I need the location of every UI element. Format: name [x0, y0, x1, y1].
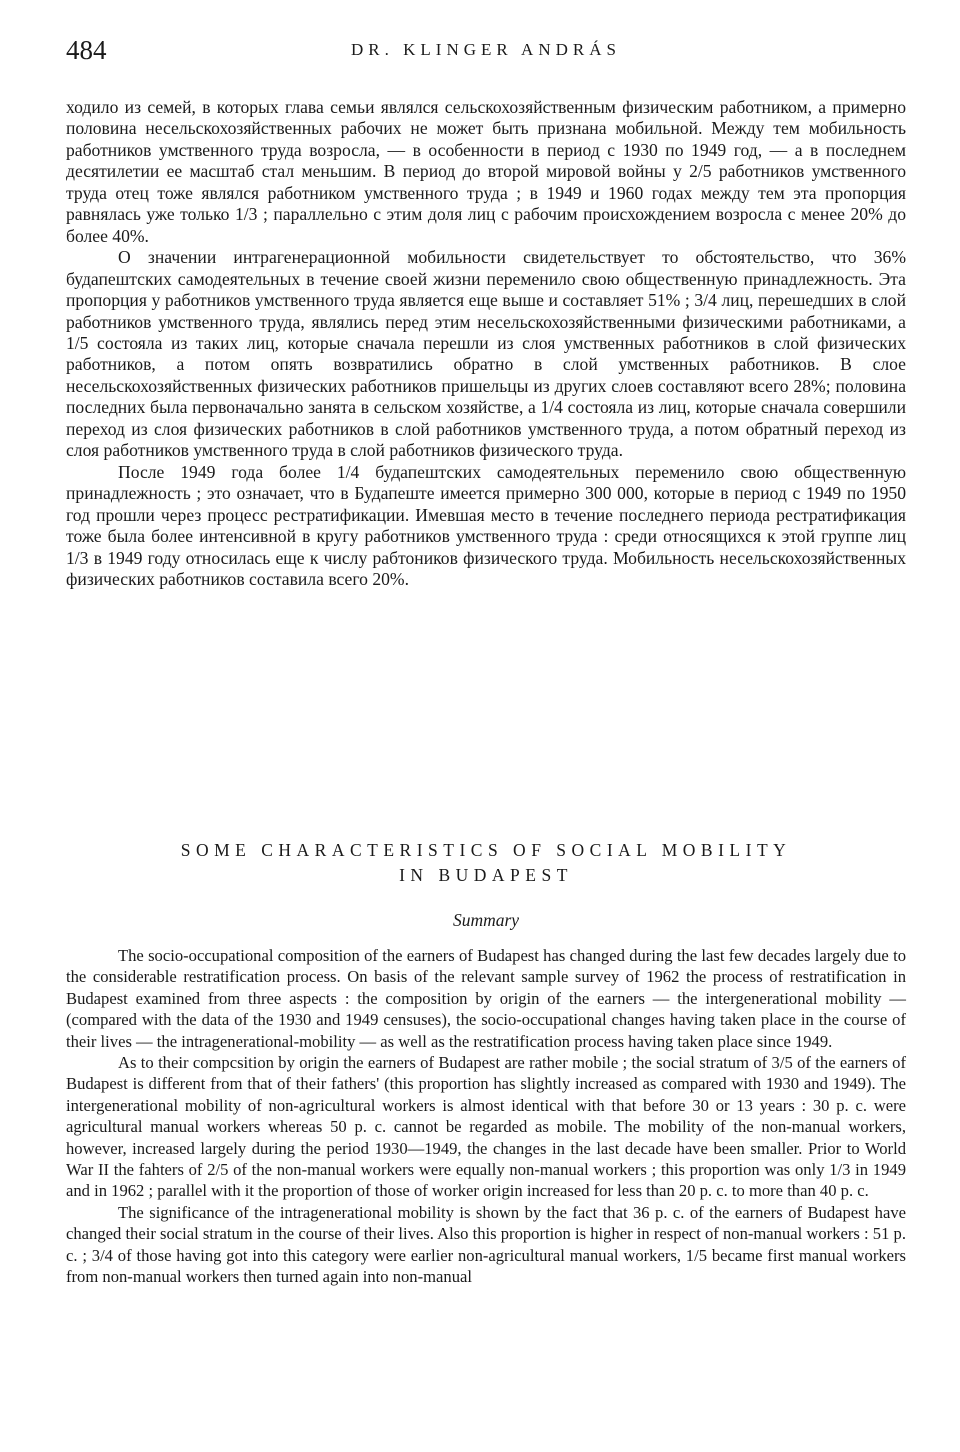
russian-body-text — [66, 97, 906, 590]
body-paragraph: ходило из семей, в которых глава семьи являлся сельскохозяйственным физическим работником, а примерно половина несельскохозяйственных рабочих не может быть признана мобильной. Между тем мобильность работников умственного труда возросла, — в особенности в период с 1930 по 1949 год, — а в последнем десятилетии ее масштаб стал меньшим. В период до второй мировой войны у 2/5 работников умственного труда отец тоже являлся работником умственного труда ; в 1949 и 1960 годах между тем эта пропорция равнялась уже только 1/3 ; параллельно с этим доля лиц с рабочим происхождением возросла с менее 20% до более 40%. — [66, 97, 906, 246]
summary-title-line: IN BUDAPEST — [399, 865, 573, 885]
summary-paragraph: The significance of the intragenerational mobility is shown by the fact that 36 p. c. of the earners of Budapest have changed their social stratum in the course of their lives. Also this proportion is higher in respect of non-manual workers : 51 p. c. ; 3/4 of those having got into this category were earlier non-agricultural manual workers, 1/5 became first manual workers from non-manual workers then turned again into non-manual — [66, 1202, 906, 1287]
summary-title-line: SOME CHARACTERISTICS OF SOCIAL MOBILITY — [180, 840, 792, 860]
summary-paragraph: As to their compcsition by origin the earners of Budapest are rather mobile ; the social stratum of 3/5 of the earners of Budapest is different from that of their fathers' (this proportion has slightly increased as compared with 1930 and 1949). The intergenerational mobility of non-agricultural workers is almost identical with that before 30 or 13 years : 30 p. c. were agricultural manual workers whereas 50 p. c. cannot be regarded as mobile. The mobility of the non-manual workers, however, increased largely during the period 1930—1949, the changes in the last decade have been smaller. Prior to World War II the fahters of 2/5 of the non-manual workers were equally non-manual workers ; this proportion was only 1/3 in 1949 and in 1962 ; parallel with it the proportion of those of worker origin increased for less than 20 p. c. to more than 40 p. c. — [66, 1053, 906, 1201]
running-head — [66, 30, 906, 70]
page — [66, 0, 906, 1452]
body-paragraph: О значении интрагенерационной мобильности свидетельствует то обстоятельство, что 36% будапештских самодеятельных в течение своей жизни переменило свою общественную принадлежность. Эта пропорция у работников умственного труда является еще выше и составляет 51% ; 3/4 лиц, перешедших в слой работников умственного труда, являлись перед этим несельскохозяйственными физическими работниками, а 1/5 состояла из таких лиц, которые сначала перешли из слоя умственных работников в слой физических работников, а потом опять возвратились обратно в слой умственных работников. В слое несельскохозяйственных физических работников пришельцы из других слоев составляют всего 28%; половина последних была первоначально занята в сельском хозяйстве, а 1/4 состояла из лиц, которые сначала совершили переход из слоя физических работников в слой работников умственного труда, а потом обратный переход из слоя работников умственного труда в слой работников физического труда. — [66, 247, 906, 461]
summary-body-text — [66, 945, 906, 1288]
running-head-author: DR. KLINGER ANDRÁS — [351, 40, 621, 59]
body-paragraph: После 1949 года более 1/4 будапештских самодеятельных переменило свою общественную принадлежность ; это означает, что в Будапеште имеется примерно 300 000, которые в период с 1949 по 1950 год прошли через процесс рестратификации. Имевшая место в течение последнего периода рестратификация тоже была более интенсивной в кругу работников умственного труда : среди относящихся к этой группе лиц 1/3 в 1949 году относилась еще к числу рабтоников физического труда. Мобильность несельскохозяйственных физических работников составила всего 20%. — [66, 461, 906, 589]
summary-title — [66, 838, 906, 888]
page-number: 484 — [66, 35, 107, 65]
summary-label: Summary — [452, 910, 520, 930]
summary-paragraph: The socio-occupational composition of the earners of Budapest has changed during the last few decades largely due to the considerable restratification process. On basis of the relevant sample survey of 1962 the process of restratification in Budapest examined from three aspects : the composition by origin of the earners — the intergenerational mobility — (compared with the data of the 1930 and 1949 censuses), the socio-occupational changes having taken place in the course of their lives — the intragenerational-mobility — as well as the restratification process having taken place since 1949. — [66, 946, 906, 1051]
